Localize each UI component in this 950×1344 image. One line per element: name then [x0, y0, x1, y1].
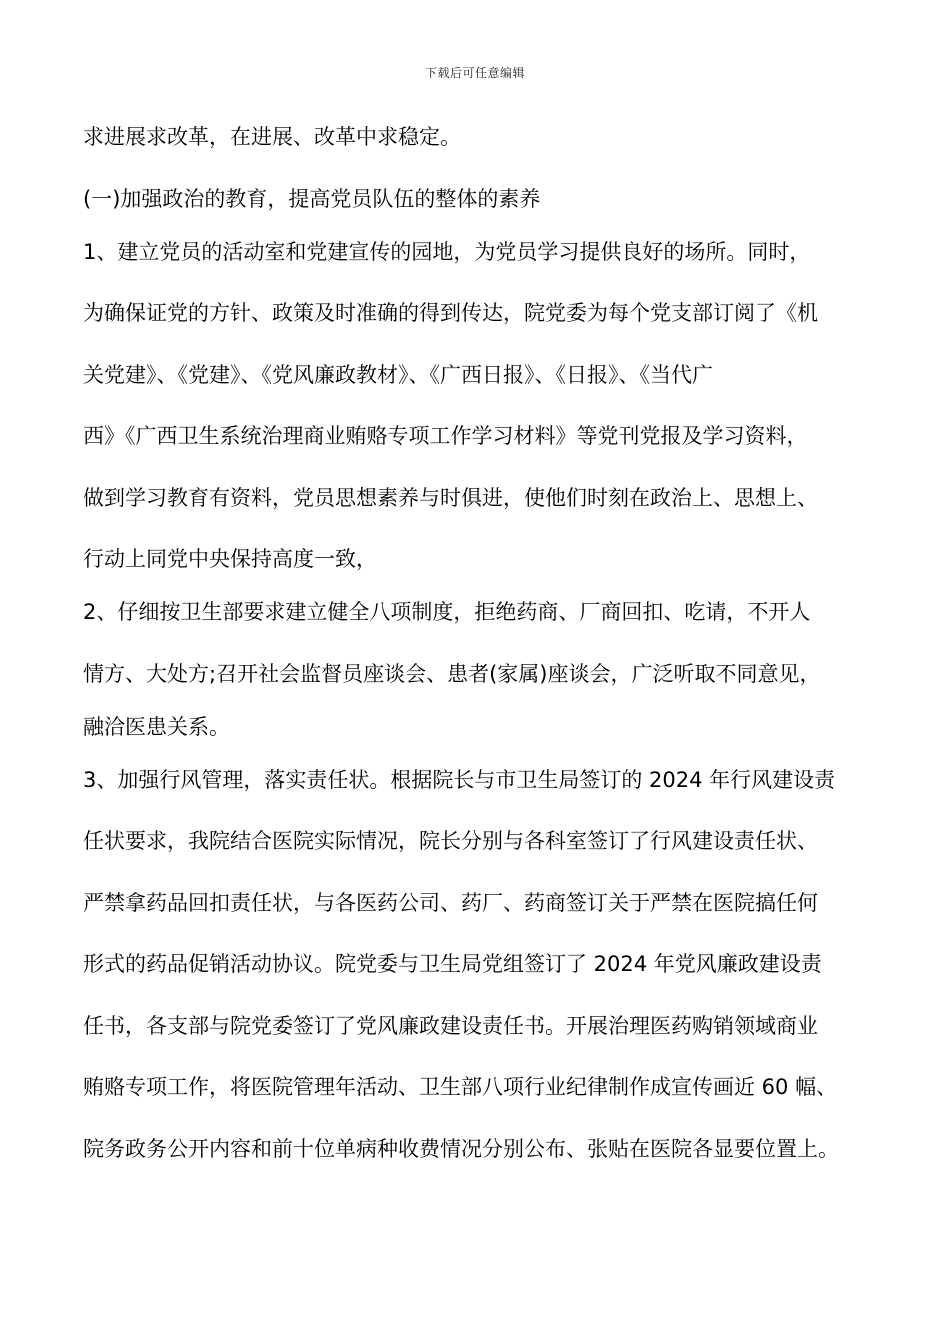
text-line: 求进展求改革，在进展、改革中求稳定。	[83, 125, 461, 149]
text-line: 严禁拿药品回扣责任状，与各医药公司、药厂、药商签订关于严禁在医院搞任何	[83, 890, 818, 915]
text-line: 贿赂专项工作，将医院管理年活动、卫生部八项行业纪律制作成宣传画近 60 幅、	[83, 1075, 838, 1099]
text-line: 3、加强行风管理，落实责任状。根据院长与市卫生局签订的 2024 年行风建设责	[83, 767, 836, 792]
text-line: 做到学习教育有资料，党员思想素养与时俱进，使他们时刻在政治上、思想上、	[83, 485, 818, 510]
text-line: 为确保证党的方针、政策及时准确的得到传达，院党委为每个党支部订阅了《机	[83, 301, 818, 325]
section-heading: (一)加强政治的教育，提高党员队伍的整体的素养	[83, 186, 541, 211]
text-line: 关党建》、《党建》、《党风廉政教材》、《广西日报》、《日报》、《当代广	[83, 362, 713, 387]
text-line: 任状要求，我院结合医院实际情况，院长分别与各科室签订了行风建设责任状、	[83, 829, 818, 853]
text-line: 融洽医患关系。	[83, 714, 230, 739]
text-line: 1、建立党员的活动室和党建宣传的园地，为党员学习提供良好的场所。同时，	[83, 239, 811, 264]
page-header: 下载后可任意编辑	[424, 66, 525, 80]
text-line: 任书，各支部与院党委签订了党风廉政建设责任书。开展治理医药购销领域商业	[83, 1013, 818, 1038]
text-line: 情方、大处方;召开社会监督员座谈会、患者(家属)座谈会，广泛听取不同意见，	[83, 661, 821, 686]
body-text	[83, 118, 883, 1191]
text-line: 院务政务公开内容和前十位单病种收费情况分别公布、张贴在医院各显要位置上。	[83, 1136, 839, 1161]
text-line: 形式的药品促销活动协议。院党委与卫生局党组签订了 2024 年党风廉政建设责	[83, 952, 822, 976]
text-line: 2、仔细按卫生部要求建立健全八项制度，拒绝药商、厂商回扣、吃请，不开人	[83, 600, 811, 624]
text-line: 西》《广西卫生系统治理商业贿赂专项工作学习材料》等党刊党报及学习资料，	[83, 424, 808, 448]
text-line: 行动上同党中央保持高度一致，	[83, 547, 377, 571]
